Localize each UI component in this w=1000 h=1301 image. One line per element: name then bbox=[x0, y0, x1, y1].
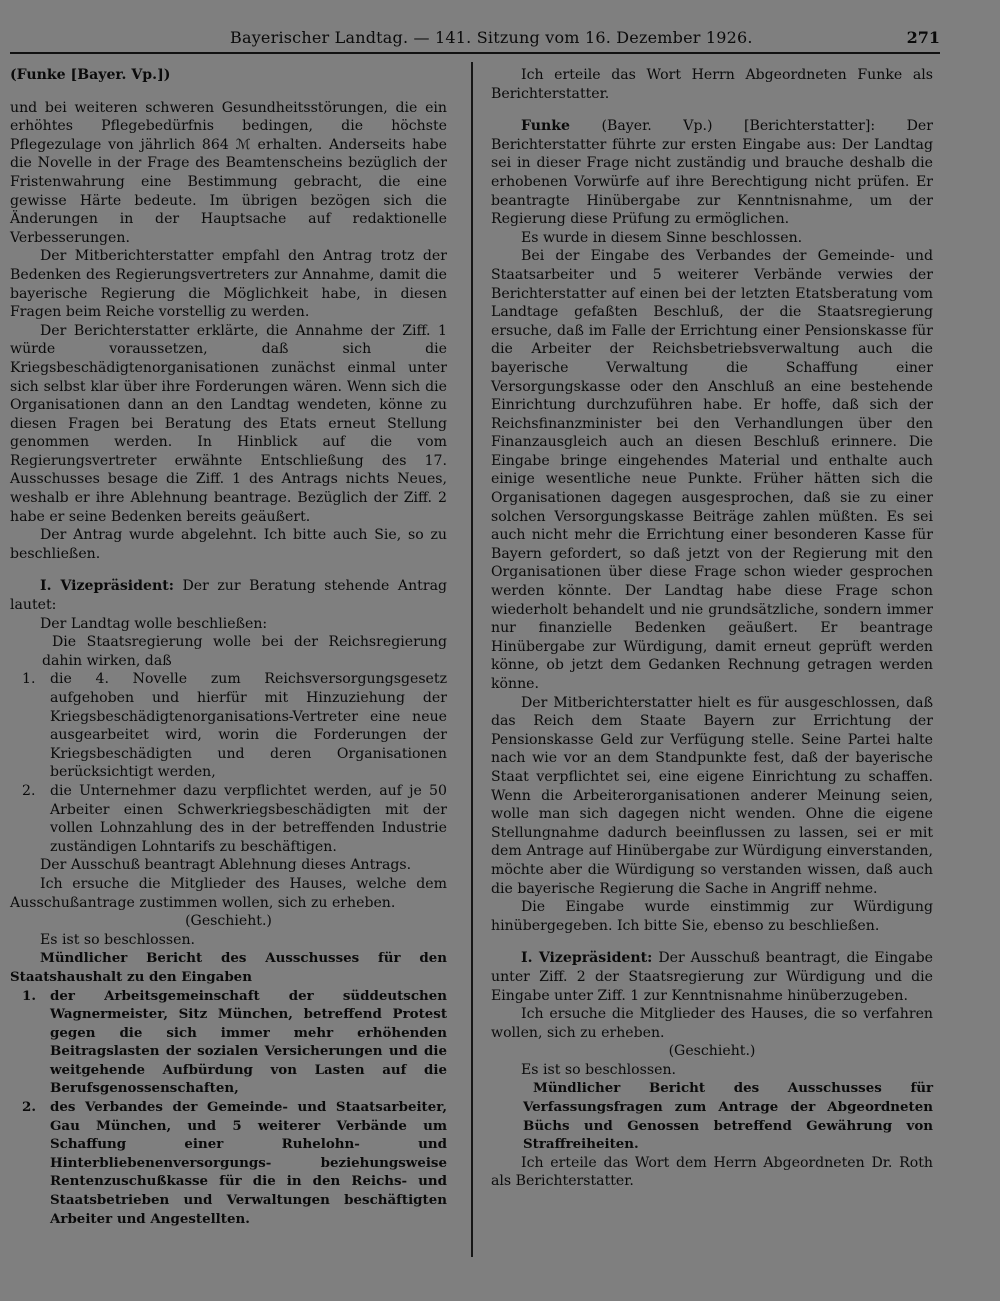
right-column bbox=[491, 66, 933, 1191]
page-header bbox=[10, 28, 940, 54]
paragraph: Es wurde in diesem Sinne beschlossen. bbox=[521, 229, 803, 246]
header-rule bbox=[10, 52, 940, 54]
petition-list bbox=[10, 987, 447, 1229]
running-title: Bayerischer Landtag. — 141. Sitzung vom 16. Dezember 1926. bbox=[230, 28, 753, 47]
paragraph: Die Eingabe wurde einstimmig zur Würdigung hinübergegeben. Ich bitte Sie, ebenso zu beschließen. bbox=[491, 899, 933, 934]
list-item: 1. die 4. Novelle zum Reichsversorgungsgesetz aufgehoben und hierfür mit Hinzuziehung der Kriegsbeschädigtenorganisations-Vertreter eine neue ausgearbeitet wird, worin die Forderungen der Kriegsbeschädigten und deren Organisationen berücksichtigt werden, bbox=[22, 671, 447, 781]
paragraph: Der Ausschuß beantragt Ablehnung dieses Antrags. bbox=[40, 857, 412, 874]
paragraph: und bei weiteren schweren Gesundheitsstörungen, die ein erhöhtes Pflegebedürfnis bedingen, die höchste Pflegezulage von jährlich 864 ℳ erhalten. Anderseits habe die Novelle in der Frage des Beamtenscheins bezüglich der Fristenwahrung eine Bestimmung gebracht, die eine gewisse Härte bedeute. Im übrigen bezögen sich die Änderungen in der Hauptsache auf redaktionelle Verbesserungen. bbox=[10, 99, 447, 246]
paragraph: Der Mitberichterstatter hielt es für ausgeschlossen, daß das Reich dem Staate Bayern zur Errichtung der Pensionskasse Geld zur Verfügung stelle. Seine Partei halte nach wie vor an dem Standpunkte fest, daß der bayerische Staat verpflichtet sei, eine eigene Einrichtung zu schaffen. Wenn die Arbeiterorganisationen anderer Meinung seien, wolle man sich dagegen nicht wenden. Ohne die eigene Stellungnahme dadurch beeinflussen zu lassen, sei er mit dem Antrage auf Hinübergabe zur Würdigung einverstanden, möchte aber die Würdigung so verstanden wissen, daß auch die bayerische Regierung die Sache in Angriff nehme. bbox=[491, 694, 933, 897]
list-item: 2. die Unternehmer dazu verpflichtet werden, auf je 50 Arbeiter einen Schwerkriegsbeschädigten mit der vollen Lohnzahlung des in der betreffenden Industrie zuständigen Lohntarifs zu beschäftigen. bbox=[22, 782, 447, 855]
paragraph: Es ist so beschlossen. bbox=[40, 931, 196, 948]
speaker-label: I. Vizepräsident: bbox=[521, 950, 653, 967]
paragraph: Ich erteile das Wort Herrn Abgeordneten Funke als Berichterstatter. bbox=[491, 67, 933, 102]
spacer bbox=[491, 103, 933, 117]
paragraph: Es ist so beschlossen. bbox=[521, 1061, 677, 1078]
spacer bbox=[10, 85, 447, 99]
vizepraesident-statement: I. Vizepräsident: Der Ausschuß beantragt, die Eingabe unter Ziff. 2 der Staatsregierung zur Würdigung und die Eingabe unter Ziff. 1 zur Kenntnisnahme hinüberzugeben. bbox=[491, 950, 933, 1004]
report-title: Mündlicher Bericht des Ausschusses für den Staatshaushalt zu den Eingaben bbox=[10, 950, 447, 985]
spacer bbox=[491, 935, 933, 949]
left-column bbox=[10, 66, 447, 1228]
motion-list bbox=[10, 670, 447, 856]
spacer bbox=[10, 563, 447, 577]
speaker-label: Funke bbox=[521, 118, 570, 135]
paragraph: Der Berichterstatter erklärte, die Annahme der Ziff. 1 würde voraussetzen, daß sich die Kriegsbeschädigtenorganisationen zunächst einmal unter sich selbst klar über ihre Forderungen wären. Wenn sich die Organisationen dann an den Landtag wendeten, könne zu diesen Fragen bei Beratung des Etats erneut Stellung genommen werden. In Hinblick auf die vom Regierungsvertreter erwähnte Entschließung des 17. Ausschusses besage die Ziff. 1 des Antrags nichts Neues, weshalb er ihre Ablehnung beantrage. Bezüglich der Ziff. 2 habe er seine Bedenken bereits geäußert. bbox=[10, 322, 447, 525]
paragraph: Der Antrag wurde abgelehnt. Ich bitte auch Sie, so zu beschließen. bbox=[10, 527, 447, 562]
paragraph: Der Mitberichterstatter empfahl den Antrag trotz der Bedenken des Regierungsvertreters zur Annahme, damit die bayerische Regierung die Möglichkeit habe, in diesen Fragen beim Reiche vorstellig zu werden. bbox=[10, 248, 447, 321]
stage-direction: (Geschieht.) bbox=[668, 1043, 756, 1060]
paragraph: Bei der Eingabe des Verbandes der Gemeinde- und Staatsarbeiter und 5 weiterer Verbände verwies der Berichterstatter auf einen bei der letzten Etatsberatung vom Landtage gefaßten Beschluß, der die Staatsregierung ersuche, daß im Falle der Errichtung einer Pensionskasse für die Arbeiter der Reichsbetriebsverwaltung auch die bayerische Verwaltung die Schaffung einer Versorgungskasse oder den Anschluß an eine bestehende Einrichtung durchzuführen habe. Er hoffe, daß sich der Reichsfinanzminister bei den Verhandlungen über den Finanzausgleich auch an diesen Beschluß erinnere. Die Eingabe bringe eingehendes Material und enthalte auch einige wesentliche neue Punkte. Früher hätten sich die Organisationen dagegen ausgesprochen, daß sie zu einer solchen Versorgungskasse Beiträge zahlen müßten. Es sei auch nicht mehr die Errichtung einer besonderen Kasse für Bayern gefordert, so daß jetzt von der Regierung mit den Organisationen über diese Frage schon wieder gesprochen werden könnte. Der Landtag habe diese Frage schon wiederholt behandelt und nie grundsätzliche, sondern immer nur finanzielle Bedenken geäußert. Er beantrage Hinübergabe zur Würdigung, damit erneut geprüft werden könne, ob jetzt dem Gedanken Rechnung getragen werden könne. bbox=[491, 248, 933, 692]
vizepraesident-statement: I. Vizepräsident: Der zur Beratung stehende Antrag lautet: bbox=[10, 578, 447, 614]
motion-intro: Die Staatsregierung wolle bei der Reichsregierung dahin wirken, daß bbox=[42, 634, 447, 669]
berichterstatter-statement: Funke (Bayer. Vp.) [Berichterstatter]: Der Berichterstatter führte zur ersten Eingabe aus: Der Landtag sei in dieser Frage nicht zuständig und brauche deshalb die erhobenen Vorwürfe auf ihre Berechtigung nicht prüfen. Er beantragte Hinübergabe zur Kenntnisnahme, um der Regierung diese Prüfung zu ermöglichen. bbox=[491, 118, 933, 228]
paragraph: Ich ersuche die Mitglieder des Hauses, die so verfahren wollen, sich zu erheben. bbox=[491, 1006, 933, 1041]
speaker-heading: (Funke [Bayer. Vp.]) bbox=[10, 67, 171, 83]
paragraph: Ich erteile das Wort dem Herrn Abgeordneten Dr. Roth als Berichterstatter. bbox=[491, 1154, 933, 1190]
list-item: 1. der Arbeitsgemeinschaft der süddeutschen Wagnermeister, Sitz München, betreffend Protest gegen die sich immer mehr erhöhenden Beitragslasten der sozialen Versicherungen und die weitgehende Aufbürdung von Lasten auf die Berufsgenossenschaften, bbox=[22, 987, 447, 1097]
report-title: Mündlicher Bericht des Ausschusses für Verfassungsfragen zum Antrage der Abgeordneten Büchs und Genossen betreffend Gewährung von Straffreiheiten. bbox=[523, 1080, 933, 1153]
paragraph: Ich ersuche die Mitglieder des Hauses, welche dem Ausschußantrage zustimmen wollen, sich zu erheben. bbox=[10, 875, 447, 911]
stage-direction: (Geschieht.) bbox=[185, 913, 272, 930]
list-item: 2. des Verbandes der Gemeinde- und Staatsarbeiter, Gau München, und 5 weiterer Verbände um Schaffung einer Ruhelohn- und Hinterbliebenenversorgungs- beziehungsweise Rentenzuschußkasse für die in den Reichs- und Staatsbetrieben und Verwaltungen beschäftigten Arbeiter und Angestellten. bbox=[22, 1099, 447, 1227]
speaker-label: I. Vizepräsident: bbox=[40, 578, 174, 595]
column-divider bbox=[471, 62, 473, 1257]
paragraph: Der Landtag wolle beschließen: bbox=[40, 615, 268, 632]
page-number: 271 bbox=[906, 28, 940, 47]
